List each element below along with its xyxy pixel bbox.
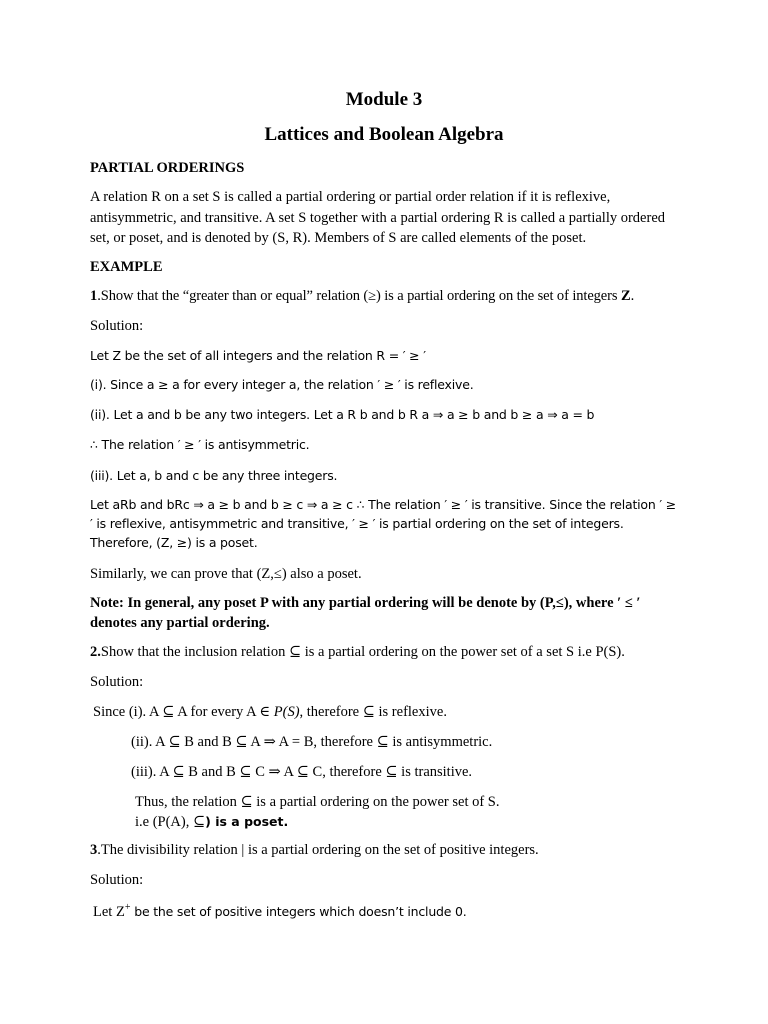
example-3-solution-label: Solution: (90, 872, 144, 888)
example-1-line-1: Let Z be the set of all integers and the relation R = ′ ≥ ′ (90, 348, 426, 363)
example-2-line-1-a: Since (i). A ⊆ A for every A ∈ (93, 704, 274, 720)
example-3-text: .The divisibility relation | is a partial ordering on the set of positive integers. (97, 842, 539, 858)
example-2-solution-label: Solution: (90, 674, 144, 690)
example-1-question (90, 286, 690, 306)
example-2-text: Show that the inclusion relation ⊆ is a partial ordering on the power set of a set S i.e P(S). (100, 644, 625, 660)
example-3-number: 3 (90, 842, 98, 858)
example-2-line-2: (ii). A ⊆ B and B ⊆ A ⇒ A = B, therefore ⊆ is antisymmetric. (131, 734, 493, 750)
example-2-line-3: (iii). A ⊆ B and B ⊆ C ⇒ A ⊆ C, therefore ⊆ is transitive. (131, 764, 473, 780)
example-2-line-5-b: ) is a poset. (205, 814, 289, 829)
example-1-line-3: (ii). Let a and b be any two integers. Let a R b and b R a ⇒ a ≥ b and b ≥ a ⇒ a = b (90, 407, 595, 422)
example-2-line-1-b: , therefore ⊆ is reflexive. (299, 704, 447, 720)
intro-paragraph: A relation R on a set S is called a partial ordering or partial order relation if it is reflexive, antisymmetric, and transitive. A set S together with a partial ordering R is called a partially ordered set, or poset, and is denoted by (S, R). Members of S are called elements of the poset. (90, 189, 666, 246)
example-1-number: 1 (90, 288, 98, 304)
chapter-title: Lattices and Boolean Algebra (264, 124, 504, 145)
example-2-question (90, 642, 690, 662)
example-1-line-2: (i). Since a ≥ a for every integer a, the relation ′ ≥ ′ is reflexive. (90, 377, 474, 392)
section-heading: PARTIAL ORDERINGS (90, 160, 245, 176)
example-3-line-1 (93, 902, 693, 922)
example-2-number: 2. (90, 644, 101, 660)
example-heading: EXAMPLE (90, 259, 163, 275)
example-1-line-4: ∴ The relation ′ ≥ ′ is antisymmetric. (90, 437, 310, 452)
note-paragraph (90, 593, 680, 633)
example-1-period: . (630, 288, 635, 304)
example-3-line-1-b: be the set of positive integers which doesn’t include 0. (130, 904, 467, 919)
example-2-line-5-a: i.e (P(A), ⊆ (135, 814, 206, 830)
example-1-solution-label: Solution: (90, 318, 144, 334)
example-1-set: Z (620, 288, 631, 304)
superscript-plus: + (124, 902, 131, 914)
example-2-line-4: Thus, the relation ⊆ is a partial ordering on the power set of S. (135, 794, 500, 810)
example-1-similar: Similarly, we can prove that (Z,≤) also a poset. (90, 566, 362, 582)
example-2-line-1 (93, 702, 693, 722)
example-2-line-5 (135, 812, 735, 832)
module-heading: Module 3 (345, 89, 423, 110)
note-text: : In general, any poset P with any partial ordering will be denote by (P,≤), where ′ ≤ ′ denotes any partial ordering. (90, 595, 641, 631)
example-3-line-1-a: Let Z (93, 904, 125, 920)
example-1-line-6: Let aRb and bRc ⇒ a ≥ b and b ≥ c ⇒ a ≥ c ∴ The relation ′ ≥ ′ is transitive. Since the relation ′ ≥ ′ is reflexive, antisymmetric and transitive, ′ ≥ ′ is partial ordering on the set of integers. Therefore, (Z, ≥) is a poset. (90, 497, 677, 550)
power-set-symbol: P(S) (273, 704, 300, 720)
example-1-text: .Show that the “greater than or equal” relation (≥) is a partial ordering on the set of integers (97, 288, 621, 304)
note-label: Note (90, 595, 119, 611)
example-3-question (90, 840, 690, 860)
example-1-line-5: (iii). Let a, b and c be any three integers. (90, 468, 338, 483)
